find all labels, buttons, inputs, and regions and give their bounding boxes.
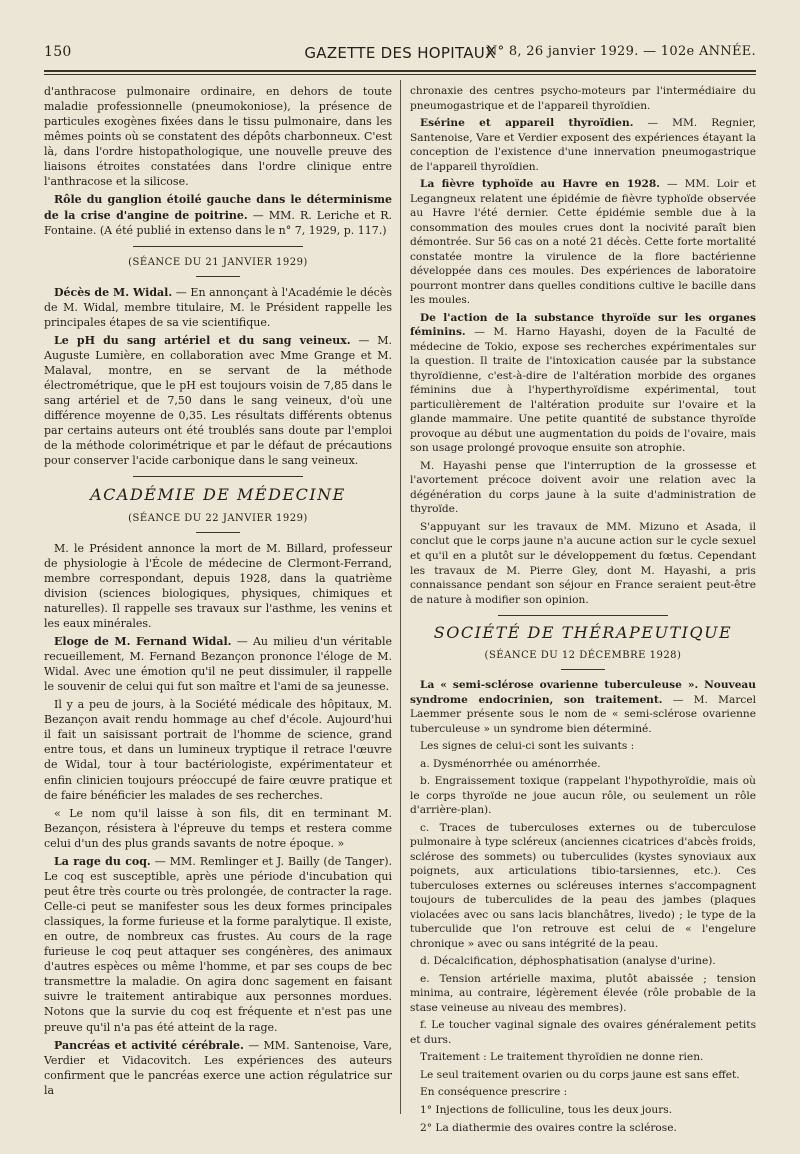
article-body: — En annonçant à l'Académie le décès de M. Widal, membre titulaire, M. le Président rappelle les principales étapes de sa vie scientifique. — [44, 285, 392, 329]
separator — [561, 669, 605, 670]
right-column — [410, 84, 756, 1138]
separator — [133, 476, 303, 477]
article-body: — MM. Loir et Legangneux relatent une épidémie de fièvre typhoïde observée au Havre l'été dernier. Cette épidémie semble due à la consommation des moules crues dont la nocivité paraît bien démontrée. Sur 56 cas on a noté 21 décès. Cette forte mortalité constatée montre la virulence de la flore bactérienne développée dans ces moules. Des expériences de laboratoire pourront montrer dans quelles conditions cultive le bacille dans les moules. — [410, 178, 756, 307]
list-item: d. Décalcification, déphosphatisation (analyse d'urine). — [420, 955, 716, 968]
list-item: a. Dysménorrhée ou aménorrhée. — [420, 757, 601, 770]
list-item: Traitement : Le traitement thyroïdien ne donne rien. — [420, 1051, 704, 1064]
paragraph — [44, 285, 392, 330]
session-date: (SÉANCE DU 22 JANVIER 1929) — [128, 512, 308, 524]
paragraph — [44, 634, 392, 694]
section-title: ACADÉMIE DE MÉDECINE — [90, 485, 346, 505]
column-divider — [400, 80, 401, 1114]
article-heading: Rôle du ganglion étoilé gauche dans le déterminisme de la crise d'angine de poitrine. — [44, 193, 392, 222]
paragraph: chronaxie des centres psycho-moteurs par l'intermédiaire du pneumogastrique et de l'appareil thyroïdien. — [410, 85, 756, 112]
separator — [133, 246, 303, 247]
header-rule-thin — [44, 74, 756, 75]
list-item: c. Traces de tuberculoses externes ou de tuberculose pulmonaire à type scléreux (anciennes cicatrices d'abcès froids, sclérose des sommets) ou tuberculides (kystes synoviaux aux poignets, aux articulations tibio-tarsiennes, etc.). Ces tuberculoses externes ou scléreuses internes s'accompagnent toujours de tuberculides de la peau des jambes (plaques violacées avec ou sans lacis blanchâtres, livedo) ; le type de la tuberculide que l'on retrouve est celui de « l'engelure chronique » avec ou sans intégrité de la peau. — [410, 821, 756, 950]
article-body: — MM. Santenoise, Vare, Verdier et Vidacovitch. Les expériences des auteurs confirment que le pancréas exerce une action régulatrice sur la — [44, 1038, 392, 1097]
symptom-list — [410, 739, 756, 1135]
article-heading: De l'action de la substance thyroïde sur les organes féminins. — [410, 311, 756, 339]
list-item: e. Tension artérielle maxima, plutôt abaissée ; tension minima, au contraire, légèrement élevée (rôle probable de la stase veineuse au niveau des membres). — [410, 972, 756, 1014]
page-number: 150 — [44, 44, 72, 60]
issue-info: N° 8, 26 janvier 1929. — 102e ANNÉE. — [485, 44, 756, 59]
article-heading: Esérine et appareil thyroïdien. — [420, 117, 634, 130]
paragraph: M. le Président annonce la mort de M. Billard, professeur de physiologie à l'École de médecine de Clermont-Ferrand, membre correspondant, depuis 1928, dans la quatrième division (sciences biologiques, physiques, chimiques et naturelles). Il rappelle ses travaux sur l'asthme, les venins et les eaux minérales. — [44, 541, 392, 630]
article-body: — M. Marcel Laemmer présente sous le nom de « semi-sclérose ovarienne tuberculeuse » un syndrome bien déterminé. — [410, 693, 757, 735]
paragraph — [410, 678, 756, 736]
paragraph: Il y a peu de jours, à la Société médicale des hôpitaux, M. Bezançon avait rendu hommage au chef d'école. Aujourd'hui il fait un saisissant portrait de l'homme de science, grand entre tous, et dans un lumineux tryptique il retrace l'œuvre de Widal, tour à tour bactériologiste, expérimentateur et enfin clinicien toujours préoccupé de faire œuvre pratique et de faire bénéficier les malades de ses recherches. — [44, 698, 392, 802]
paragraph — [410, 177, 756, 308]
article-heading: Pancréas et activité cérébrale. — [54, 1038, 244, 1052]
article-heading: Le pH du sang artériel et du sang veineux. — [54, 333, 351, 347]
article-heading: Décès de M. Widal. — [54, 285, 173, 299]
page-header — [44, 44, 756, 66]
list-item: 1° Injections de folliculine, tous les deux jours. — [420, 1104, 673, 1116]
article-heading: Eloge de M. Fernand Widal. — [54, 634, 232, 648]
section-title: SOCIÉTÉ DE THÉRAPEUTIQUE — [433, 623, 733, 643]
session-date: (SÉANCE DU 21 JANVIER 1929) — [128, 256, 308, 268]
paragraph: M. Hayashi pense que l'interruption de la grossesse et l'avortement précoce doivent avoir une relation avec la dégénération du corps jaune à la suite d'administration de thyroïde. — [410, 459, 756, 516]
list-item: Les signes de celui-ci sont les suivants : — [420, 740, 635, 753]
article-body: — MM. Remlinger et J. Bailly (de Tanger). Le coq est susceptible, après une période d'incubation qui peut être très courte ou très prolongée, de contracter la rage. Celle-ci peut se manifester sous les deux formes principales classiques, la forme furieuse et la forme paralytique. Il existe, en outre, de nombreux cas frustes. Au cours de la rage furieuse le coq peut attaquer ses congénères, des animaux d'autres espèces ou même l'homme, et par ses coups de bec transmettre la maladie. On agira donc sagement en faisant suivre le traitement antirabique aux personnes mordues. Notons que la survie du coq est fréquente et n'est pas une preuve qu'il n'a pas été atteint de la rage. — [44, 854, 392, 1034]
paragraph: « Le nom qu'il laisse à son fils, dit en terminant M. Bezançon, résistera à l'épreuve du temps et restera comme celui d'un des plus grands savants de notre époque. » — [44, 806, 392, 850]
article-body: — M. Auguste Lumière, en collaboration avec Mme Grange et M. Malaval, montre, en se servant de la méthode électrométrique, que le pH est toujours voisin de 7,85 dans le sang artériel et de 7,50 dans le sang veineux, d'où une différence moyenne de 0,35. Les résultats différents obtenus par certains auteurs ont été troublés sans doute par l'emploi de la méthode colorimétrique et par le défaut de précautions pour conserver l'acide carbonique dans le sang veineux. — [44, 333, 392, 468]
article-heading: La « semi-sclérose ovarienne tuberculeuse ». Nouveau syndrome endocrinien, son traitement. — [410, 679, 756, 706]
paragraph — [44, 192, 392, 237]
article-body: — MM. Regnier, Santenoise, Vare et Verdier exposent des expériences étayant la conception de l'existence d'une innervation pneumogastrique de l'appareil thyroïdien. — [410, 117, 756, 173]
paragraph — [44, 1038, 392, 1098]
article-heading: La fièvre typhoïde au Havre en 1928. — [420, 178, 660, 191]
article-heading: La rage du coq. — [54, 854, 151, 868]
journal-title: GAZETTE DES HOPITAUX — [304, 44, 496, 62]
list-item: Le seul traitement ovarien ou du corps jaune est sans effet. — [420, 1068, 740, 1081]
left-column — [44, 84, 392, 1101]
paragraph — [44, 333, 392, 469]
separator — [498, 615, 668, 616]
article-body: — MM. R. Leriche et R. Fontaine. (A été publié in extenso dans le n° 7, 1929, p. 117.) — [44, 208, 392, 237]
session-date: (SÉANCE DU 12 DÉCEMBRE 1928) — [484, 649, 682, 661]
header-rule — [44, 70, 756, 72]
paragraph: d'anthracose pulmonaire ordinaire, en dehors de toute maladie professionnelle (pneumokoniose), la présence de particules exogènes fixées dans le tissu pulmonaire, dans les mêmes points où se constatent des dépôts charbonneux. C'est là, dans l'ordre histopathologique, une nouvelle preuve des liaisons étroites constatées dans l'ordre clinique entre l'anthracose et la silicose. — [44, 85, 392, 189]
list-item: b. Engraissement toxique (rappelant l'hypothyroïdie, mais où le corps thyroïde ne joue aucun rôle, ou seulement un rôle d'arrière-plan). — [410, 775, 756, 817]
list-item: f. Le toucher vaginal signale des ovaires généralement petits et durs. — [410, 1019, 756, 1046]
article-body: — M. Harno Hayashi, doyen de la Faculté de médecine de Tokio, expose ses recherches expérimentales sur la question. Il traite de l'intoxication causée par la substance thyroïdienne, c'est-à-dire de l'altération morbide des organes féminins due à l'hyperthyroïdisme expérimental, tout particulièrement de l'altération produite sur l'ovaire et la glande mammaire. Une petite quantité de substance thyroïde provoque au début une augmentation du poids de l'ovaire, mais son usage prolongé provoque ensuite son atrophie. — [410, 326, 756, 455]
paragraph — [410, 116, 756, 174]
separator — [196, 532, 240, 533]
paragraph — [44, 854, 392, 1035]
paragraph: S'appuyant sur les travaux de MM. Mizuno et Asada, il conclut que le corps jaune n'a aucune action sur le cycle sexuel et qu'il en a plutôt sur le développement du fœtus. Cependant les travaux de M. Pierre Gley, dont M. Hayashi, a pris connaissance pendant son séjour en France seraient peut-être de nature à modifier son opinion. — [410, 520, 756, 606]
article-body: — Au milieu d'un véritable recueillement, M. Fernand Bezançon prononce l'éloge de M. Widal. Avec une émotion qu'il ne peut dissimuler, il rappelle le souvenir de celui qui fut son maître et l'ami de sa jeunesse. — [44, 634, 393, 694]
list-item: 2° La diathermie des ovaires contre la sclérose. — [420, 1121, 677, 1134]
list-item: En conséquence prescrire : — [420, 1086, 568, 1099]
paragraph — [410, 311, 756, 456]
separator — [196, 276, 240, 277]
